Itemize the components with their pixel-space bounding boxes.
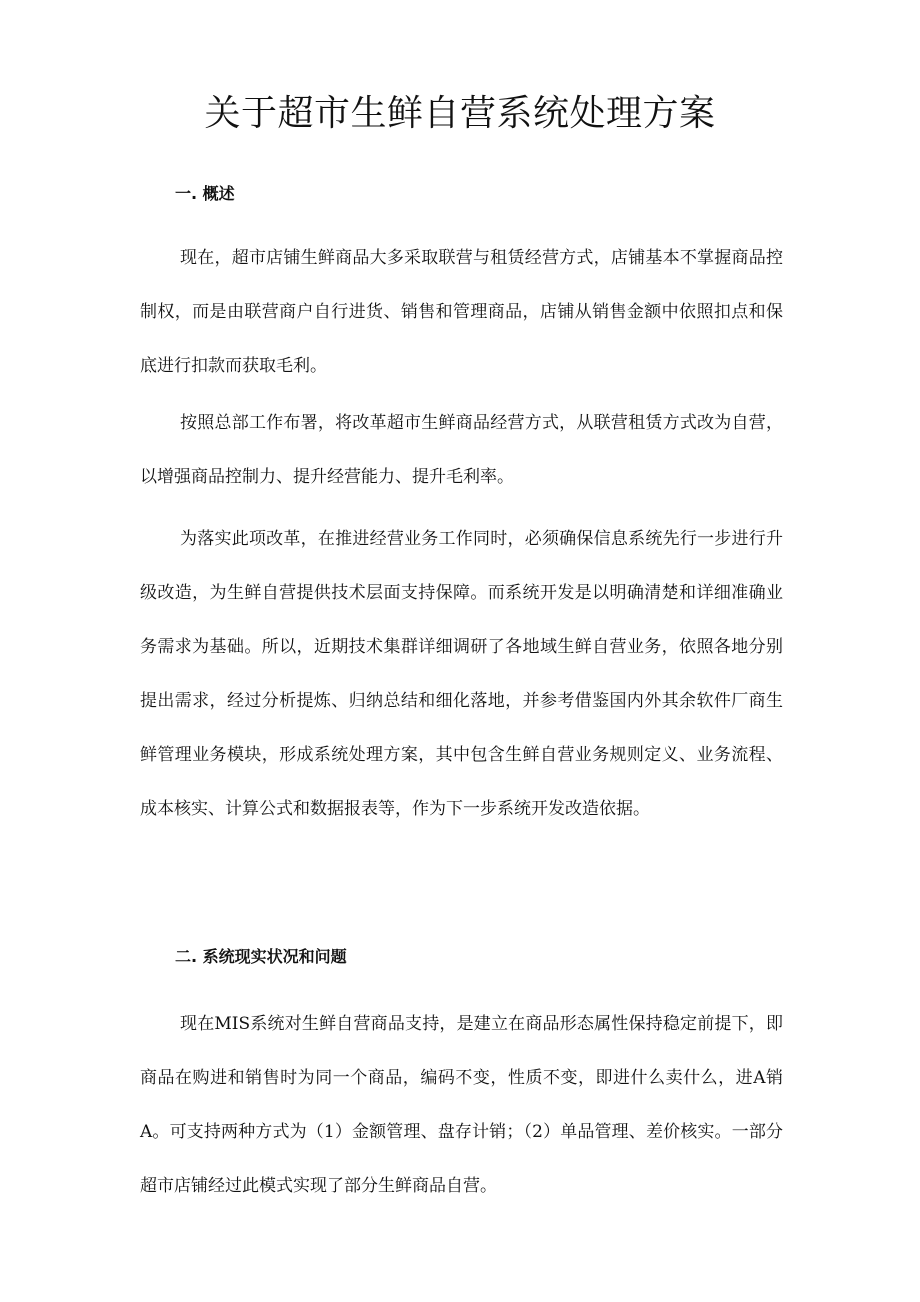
section-heading-system-status: 二. 系统现实状况和问题 [175,947,347,966]
paragraph-overview-1: 现在，超市店铺生鲜商品大多采取联营与租赁经营方式，店铺基本不掌握商品控制权，而是由联营商户自行进货、销售和管理商品，店铺从销售金额中依照扣点和保底进行扣款而获取毛利。 [140,248,783,376]
paragraph-system-status-1: 现在MIS系统对生鲜自营商品支持，是建立在商品形态属性保持稳定前提下，即商品在购进和销售时为同一个商品，编码不变，性质不变，即进什么卖什么，进A销A。可支持两种方式为（1）金额管理、盘存计销；（2）单品管理、差价核实。一部分超市店铺经过此模式实现了部分生鲜商品自营。 [140,1014,783,1196]
document-title: 关于超市生鲜自营系统处理方案 [204,93,716,134]
paragraph-overview-2: 按照总部工作布署，将改革超市生鲜商品经营方式，从联营租赁方式改为自营，以增强商品控制力、提升经营能力、提升毛利率。 [140,413,783,487]
section-heading-overview: 一. 概述 [175,184,235,203]
paragraph-overview-3: 为落实此项改革，在推进经营业务工作同时，必须确保信息系统先行一步进行升级改造，为生鲜自营提供技术层面支持保障。而系统开发是以明确清楚和详细准确业务需求为基础。所以，近期技术集群详细调研了各地域生鲜自营业务，依照各地分别提出需求，经过分析提炼、归纳总结和细化落地，并参考借鉴国内外其余软件厂商生鲜管理业务模块，形成系统处理方案，其中包含生鲜自营业务规则定义、业务流程、成本核实、计算公式和数据报表等，作为下一步系统开发改造依据。 [140,529,783,819]
